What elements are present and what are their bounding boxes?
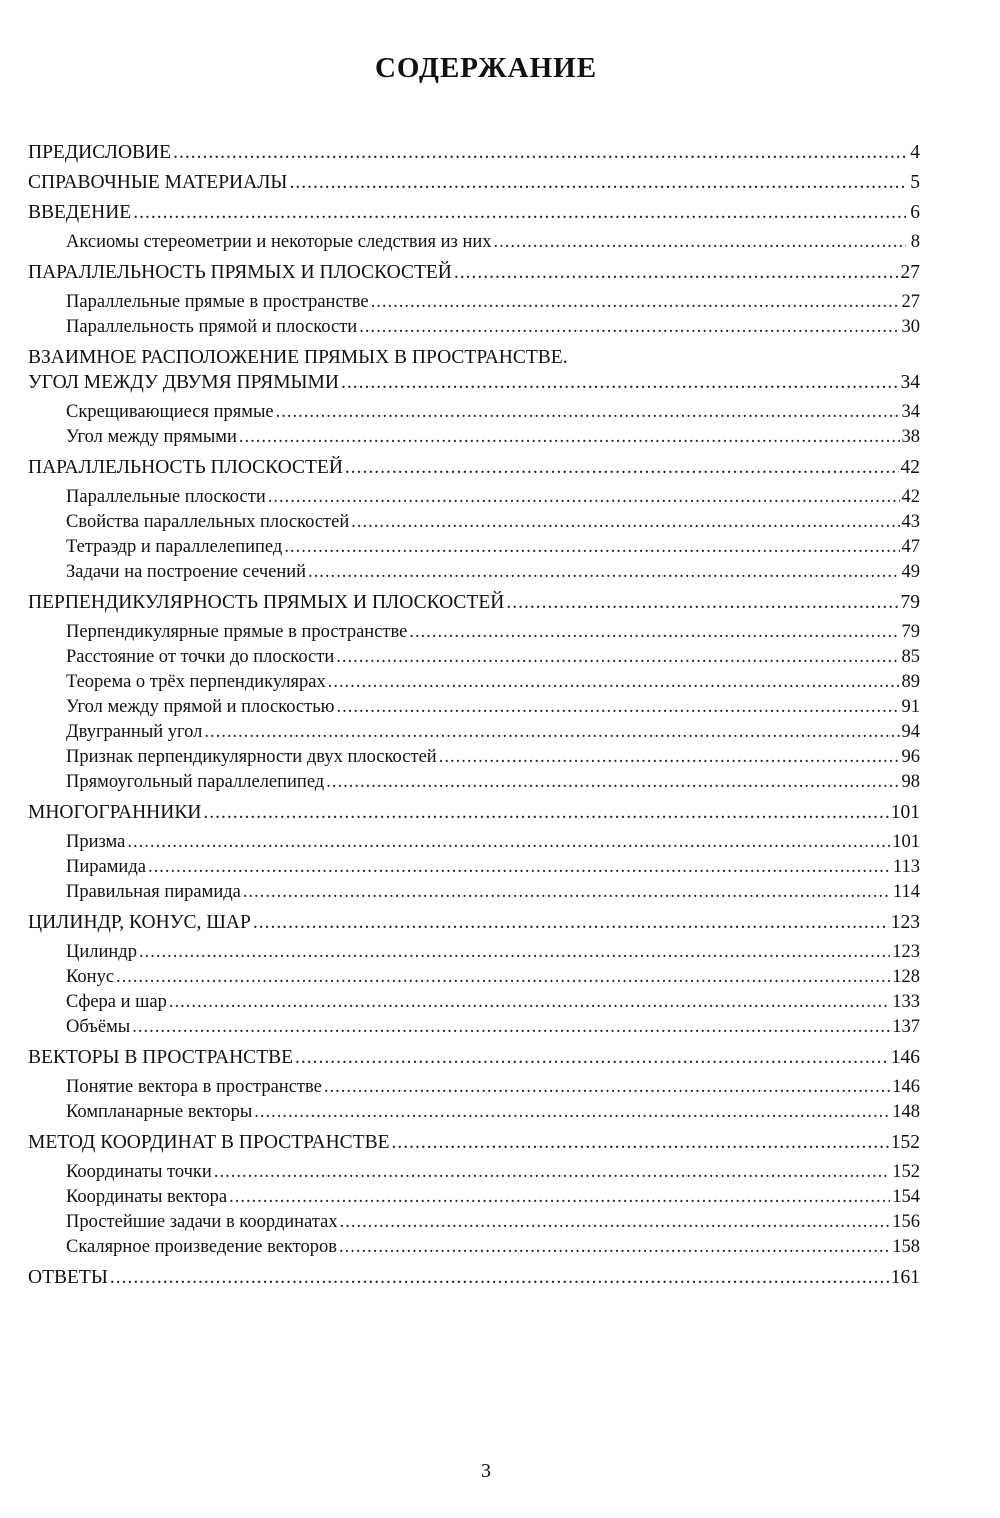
toc-entry-page: 158 bbox=[892, 1237, 920, 1257]
toc-entry-page: 96 bbox=[901, 747, 920, 767]
toc-entry-label: Пирамида bbox=[66, 857, 146, 877]
toc-entry-label: Правильная пирамида bbox=[66, 882, 241, 902]
toc-entry-page: 43 bbox=[901, 512, 920, 532]
toc-subsection[interactable] bbox=[28, 510, 920, 535]
toc-section[interactable] bbox=[28, 1045, 920, 1070]
toc-subsection[interactable] bbox=[28, 230, 920, 255]
dot-leader bbox=[148, 855, 891, 880]
toc-subsection[interactable] bbox=[28, 1235, 920, 1260]
toc-entry-page: 114 bbox=[892, 882, 920, 902]
toc-subsection[interactable] bbox=[28, 645, 920, 670]
toc-section[interactable] bbox=[28, 1265, 920, 1290]
dot-leader bbox=[324, 1075, 890, 1100]
toc-subsection[interactable] bbox=[28, 1100, 920, 1125]
dot-leader bbox=[409, 620, 899, 645]
toc-section[interactable] bbox=[28, 910, 920, 935]
toc-section[interactable] bbox=[28, 370, 920, 395]
toc-entry-page: 91 bbox=[901, 697, 920, 717]
dot-leader bbox=[328, 670, 900, 695]
dot-leader bbox=[214, 1160, 890, 1185]
toc-entry-page: 34 bbox=[901, 402, 920, 422]
toc-entry-label: Аксиомы стереометрии и некоторые следствия из них bbox=[66, 232, 492, 252]
dot-leader bbox=[506, 590, 898, 615]
toc-entry-page: 85 bbox=[901, 647, 920, 667]
page-title: СОДЕРЖАНИЕ bbox=[374, 52, 598, 84]
dot-leader bbox=[253, 910, 889, 935]
toc-entry-label: МЕТОД КООРДИНАТ В ПРОСТРАНСТВЕ bbox=[28, 1132, 390, 1153]
toc-entry-page: 146 bbox=[892, 1077, 920, 1097]
dot-leader bbox=[173, 140, 906, 165]
dot-leader bbox=[295, 1045, 889, 1070]
toc-entry-label: Перпендикулярные прямые в пространстве bbox=[66, 622, 408, 642]
dot-leader bbox=[336, 645, 899, 670]
toc-entry-page: 101 bbox=[890, 802, 920, 823]
dot-leader bbox=[340, 1210, 891, 1235]
toc-subsection[interactable] bbox=[28, 560, 920, 585]
dot-leader bbox=[116, 965, 890, 990]
toc-subsection[interactable] bbox=[28, 745, 920, 770]
dot-leader bbox=[341, 370, 899, 395]
toc-entry-page: 133 bbox=[892, 992, 920, 1012]
toc-entry-page: 128 bbox=[892, 967, 920, 987]
dot-leader bbox=[351, 510, 899, 535]
toc-entry-page: 123 bbox=[890, 912, 920, 933]
toc-entry-label: Компланарные векторы bbox=[66, 1102, 253, 1122]
toc-entry-page: 154 bbox=[892, 1187, 920, 1207]
toc-section[interactable] bbox=[28, 1130, 920, 1155]
toc-entry-label: ПАРАЛЛЕЛЬНОСТЬ ПРЯМЫХ И ПЛОСКОСТЕЙ bbox=[28, 262, 452, 283]
toc-entry-label: Теорема о трёх перпендикулярах bbox=[66, 672, 326, 692]
toc-entry-page: 79 bbox=[901, 622, 920, 642]
toc-entry-page: 94 bbox=[901, 722, 920, 742]
toc-section[interactable] bbox=[28, 140, 920, 165]
toc-entry-page: 42 bbox=[901, 487, 920, 507]
toc-entry-page: 5 bbox=[910, 172, 920, 193]
toc-entry-page: 146 bbox=[890, 1047, 920, 1068]
dot-leader bbox=[133, 200, 906, 225]
toc-entry-label: Параллельные прямые в пространстве bbox=[66, 292, 369, 312]
toc-entry-label: Конус bbox=[66, 967, 115, 987]
toc-entry-page: 30 bbox=[901, 317, 920, 337]
page-number: 3 bbox=[481, 1460, 491, 1482]
toc-entry-label: ЦИЛИНДР, КОНУС, ШАР bbox=[28, 912, 251, 933]
dot-leader bbox=[276, 400, 900, 425]
toc-entry-page: 6 bbox=[910, 202, 920, 223]
toc-subsection[interactable] bbox=[28, 1210, 920, 1235]
toc-entry-label: Расстояние от точки до плоскости bbox=[66, 647, 335, 667]
toc-subsection[interactable] bbox=[28, 880, 920, 905]
toc-entry-page: 123 bbox=[892, 942, 920, 962]
toc-section[interactable] bbox=[28, 200, 920, 225]
dot-leader bbox=[326, 770, 899, 795]
dot-leader bbox=[110, 1265, 889, 1290]
toc-entry-label: Прямоугольный параллелепипед bbox=[66, 772, 325, 792]
toc-entry-page: 156 bbox=[892, 1212, 920, 1232]
toc-subsection[interactable] bbox=[28, 425, 920, 450]
toc-entry-page: 27 bbox=[901, 292, 920, 312]
toc-entry-page: 4 bbox=[910, 142, 920, 163]
toc-entry-label: УГОЛ МЕЖДУ ДВУМЯ ПРЯМЫМИ bbox=[28, 372, 339, 393]
toc-entry-page: 152 bbox=[890, 1132, 920, 1153]
toc-subsection[interactable] bbox=[28, 695, 920, 720]
toc-entry-label: Цилиндр bbox=[66, 942, 137, 962]
dot-leader bbox=[289, 170, 906, 195]
toc-section[interactable] bbox=[28, 455, 920, 480]
toc-entry-label: Объёмы bbox=[66, 1017, 131, 1037]
toc-entry-page: 137 bbox=[892, 1017, 920, 1037]
toc-entry-page: 49 bbox=[901, 562, 920, 582]
dot-leader bbox=[392, 1130, 889, 1155]
dot-leader bbox=[268, 485, 900, 510]
toc-entry-label: Скрещивающиеся прямые bbox=[66, 402, 274, 422]
toc-entry-page: 47 bbox=[901, 537, 920, 557]
toc-entry-label: СПРАВОЧНЫЕ МАТЕРИАЛЫ bbox=[28, 172, 288, 193]
toc-entry-label: МНОГОГРАННИКИ bbox=[28, 802, 202, 823]
toc-subsection[interactable] bbox=[28, 315, 920, 340]
dot-leader bbox=[337, 695, 900, 720]
dot-leader bbox=[139, 940, 890, 965]
toc-entry-label: Координаты точки bbox=[66, 1162, 212, 1182]
toc-entry-page: 34 bbox=[900, 372, 920, 393]
toc-subsection[interactable] bbox=[28, 535, 920, 560]
toc-entry-page: 42 bbox=[900, 457, 920, 478]
toc-entry-label: Координаты вектора bbox=[66, 1187, 228, 1207]
toc-entry-label: ВЕКТОРЫ В ПРОСТРАНСТВЕ bbox=[28, 1047, 294, 1068]
dot-leader bbox=[439, 745, 900, 770]
toc-subsection[interactable] bbox=[28, 990, 920, 1015]
toc-subsection[interactable] bbox=[28, 1075, 920, 1100]
toc-subsection[interactable] bbox=[28, 770, 920, 795]
toc-entry-label: ПАРАЛЛЕЛЬНОСТЬ ПЛОСКОСТЕЙ bbox=[28, 457, 343, 478]
toc-entry-page: 152 bbox=[892, 1162, 920, 1182]
toc-section[interactable] bbox=[28, 590, 920, 615]
toc-subsection[interactable] bbox=[28, 1015, 920, 1040]
dot-leader bbox=[454, 260, 899, 285]
toc-subsection[interactable] bbox=[28, 400, 920, 425]
dot-leader bbox=[494, 230, 907, 255]
toc-entry-label: Тетраэдр и параллелепипед bbox=[66, 537, 283, 557]
dot-leader bbox=[127, 830, 890, 855]
toc-subsection[interactable] bbox=[28, 485, 920, 510]
toc-entry-page: 38 bbox=[901, 427, 920, 447]
toc-subsection[interactable] bbox=[28, 940, 920, 965]
toc-subsection[interactable] bbox=[28, 965, 920, 990]
dot-leader bbox=[345, 455, 899, 480]
dot-leader bbox=[203, 800, 888, 825]
toc-subsection[interactable] bbox=[28, 855, 920, 880]
dot-leader bbox=[204, 720, 899, 745]
table-of-contents bbox=[28, 140, 920, 1290]
toc-subsection[interactable] bbox=[28, 1185, 920, 1210]
toc-entry-label: Сфера и шар bbox=[66, 992, 167, 1012]
toc-entry-label: ОТВЕТЫ bbox=[28, 1267, 108, 1288]
toc-entry-label: Параллельность прямой и плоскости bbox=[66, 317, 358, 337]
toc-entry-label: Признак перпендикулярности двух плоскостей bbox=[66, 747, 437, 767]
toc-entry-label: Параллельные плоскости bbox=[66, 487, 266, 507]
dot-leader bbox=[239, 425, 900, 450]
toc-entry-label: Понятие вектора в пространстве bbox=[66, 1077, 322, 1097]
toc-subsection[interactable] bbox=[28, 620, 920, 645]
toc-entry-label: Призма bbox=[66, 832, 126, 852]
toc-entry-label: Угол между прямыми bbox=[66, 427, 237, 447]
toc-section[interactable] bbox=[28, 170, 920, 195]
toc-entry-label: Угол между прямой и плоскостью bbox=[66, 697, 335, 717]
dot-leader bbox=[308, 560, 899, 585]
toc-entry-label: Двугранный угол bbox=[66, 722, 203, 742]
toc-entry-page: 148 bbox=[892, 1102, 920, 1122]
toc-entry-page: 161 bbox=[890, 1267, 920, 1288]
toc-subsection[interactable] bbox=[28, 720, 920, 745]
toc-entry-label: Свойства параллельных плоскостей bbox=[66, 512, 350, 532]
toc-entry-page: 113 bbox=[892, 857, 920, 877]
dot-leader bbox=[169, 990, 890, 1015]
toc-section[interactable] bbox=[28, 260, 920, 285]
toc-entry-label: ПРЕДИСЛОВИЕ bbox=[28, 142, 172, 163]
toc-entry-label: Скалярное произведение векторов bbox=[66, 1237, 337, 1257]
toc-section-title-line: ВЗАИМНОЕ РАСПОЛОЖЕНИЕ ПРЯМЫХ В ПРОСТРАНСТВЕ. bbox=[28, 347, 568, 368]
toc-section[interactable] bbox=[28, 800, 920, 825]
toc-entry-page: 8 bbox=[910, 232, 920, 252]
toc-subsection[interactable] bbox=[28, 1160, 920, 1185]
dot-leader bbox=[243, 880, 891, 905]
toc-subsection[interactable] bbox=[28, 290, 920, 315]
dot-leader bbox=[339, 1235, 890, 1260]
dot-leader bbox=[284, 535, 899, 560]
dot-leader bbox=[229, 1185, 890, 1210]
dot-leader bbox=[359, 315, 899, 340]
toc-entry-label: ВВЕДЕНИЕ bbox=[28, 202, 132, 223]
toc-subsection[interactable] bbox=[28, 830, 920, 855]
toc-entry-label: ПЕРПЕНДИКУЛЯРНОСТЬ ПРЯМЫХ И ПЛОСКОСТЕЙ bbox=[28, 592, 505, 613]
toc-entry-page: 89 bbox=[901, 672, 920, 692]
toc-entry-label: Задачи на построение сечений bbox=[66, 562, 307, 582]
dot-leader bbox=[254, 1100, 890, 1125]
toc-entry-page: 101 bbox=[892, 832, 920, 852]
dot-leader bbox=[132, 1015, 890, 1040]
toc-entry-label: Простейшие задачи в координатах bbox=[66, 1212, 338, 1232]
toc-entry-page: 79 bbox=[900, 592, 920, 613]
toc-subsection[interactable] bbox=[28, 670, 920, 695]
dot-leader bbox=[371, 290, 900, 315]
toc-entry-page: 98 bbox=[901, 772, 920, 792]
toc-entry-page: 27 bbox=[900, 262, 920, 283]
